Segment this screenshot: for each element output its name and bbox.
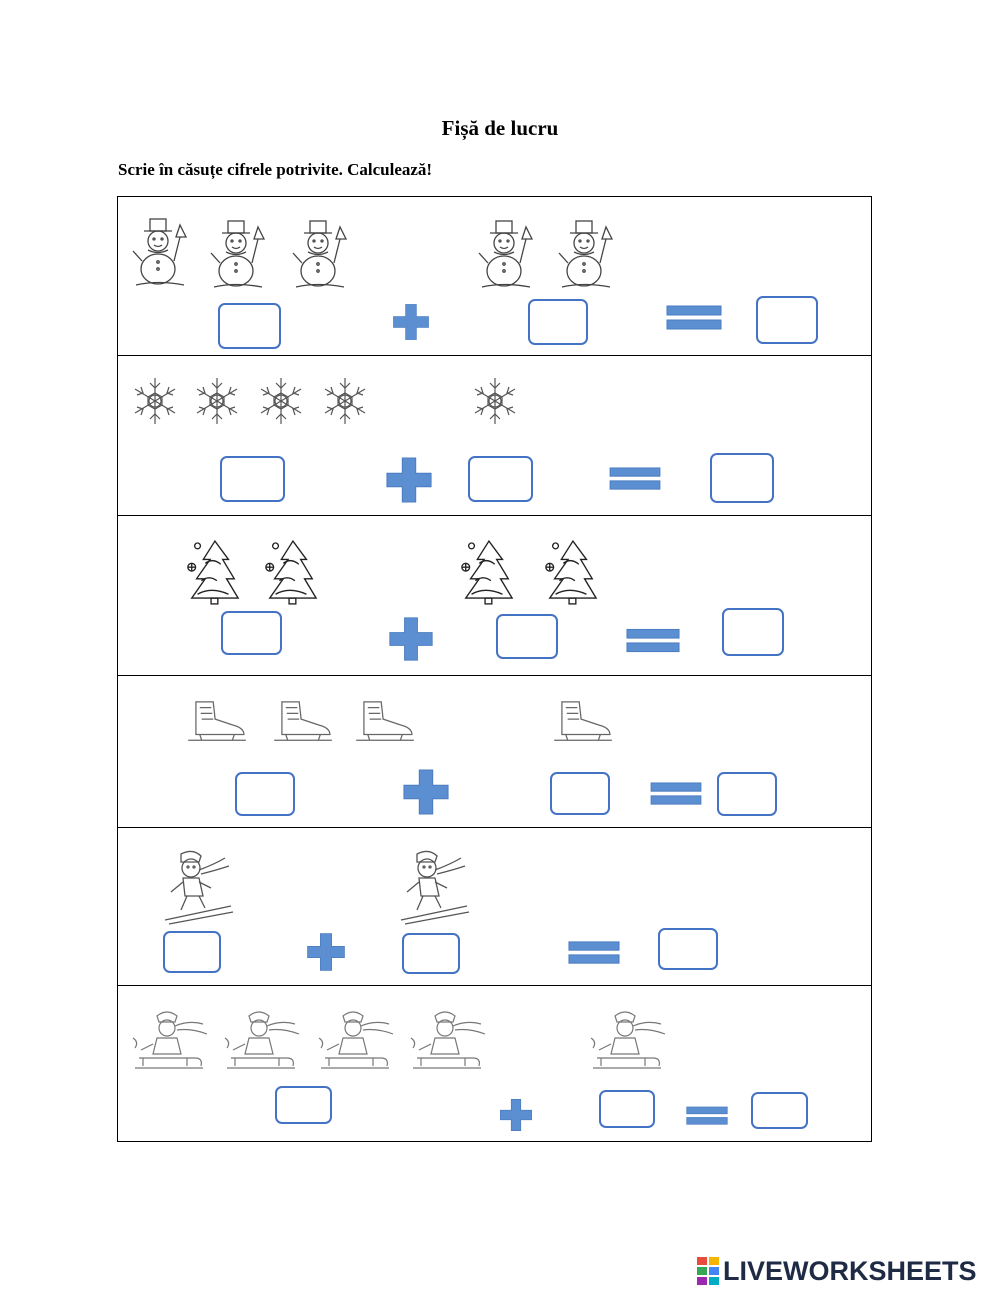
plus-icon bbox=[388, 616, 434, 662]
snowman-icon bbox=[556, 219, 616, 289]
plus-icon bbox=[386, 303, 436, 341]
ice-skate-icon bbox=[352, 698, 420, 746]
instruction-text: Scrie în căsuțe cifrele potrivite. Calculează! bbox=[118, 160, 433, 179]
snowman-icon bbox=[290, 219, 350, 289]
answer-box-first[interactable] bbox=[235, 772, 295, 816]
sled-child-icon bbox=[316, 1008, 398, 1078]
skier-child-icon bbox=[158, 848, 240, 928]
liveworksheets-logo-icon bbox=[697, 1257, 719, 1285]
answer-box-result[interactable] bbox=[751, 1092, 808, 1129]
answer-box-second[interactable] bbox=[599, 1090, 655, 1128]
answer-box-first[interactable] bbox=[163, 931, 221, 973]
snowy-tree-icon bbox=[542, 538, 600, 606]
snowy-tree-icon bbox=[262, 538, 320, 606]
answer-box-second[interactable] bbox=[468, 456, 533, 502]
snowflake-icon bbox=[470, 376, 520, 426]
brand-logo bbox=[697, 1254, 977, 1288]
plus-icon bbox=[304, 932, 348, 972]
snowy-tree-icon bbox=[184, 538, 242, 606]
snowflake-icon bbox=[192, 376, 242, 426]
answer-box-result[interactable] bbox=[717, 772, 777, 816]
sled-child-icon bbox=[222, 1008, 304, 1078]
snowman-icon bbox=[130, 217, 190, 287]
snowman-icon bbox=[208, 219, 268, 289]
ice-skate-icon bbox=[270, 698, 338, 746]
answer-box-first[interactable] bbox=[221, 611, 282, 655]
plus-icon bbox=[498, 1098, 534, 1132]
answer-box-second[interactable] bbox=[528, 299, 588, 345]
snowflake-icon bbox=[320, 376, 370, 426]
exercise-row bbox=[118, 516, 871, 676]
ice-skate-icon bbox=[550, 698, 618, 746]
exercise-row bbox=[118, 356, 871, 516]
answer-box-result[interactable] bbox=[658, 928, 718, 970]
snowflake-icon bbox=[256, 376, 306, 426]
answer-box-result[interactable] bbox=[756, 296, 818, 344]
equals-icon bbox=[666, 305, 722, 331]
answer-box-second[interactable] bbox=[496, 614, 558, 659]
answer-box-first[interactable] bbox=[275, 1086, 332, 1124]
exercise-row bbox=[118, 197, 871, 356]
exercise-grid bbox=[117, 196, 872, 1142]
snowman-icon bbox=[476, 219, 536, 289]
equals-icon bbox=[650, 782, 702, 806]
sled-child-icon bbox=[588, 1008, 670, 1078]
skier-child-icon bbox=[394, 848, 476, 928]
answer-box-result[interactable] bbox=[722, 608, 784, 656]
brand-name: LIVEWORKSHEETS bbox=[723, 1255, 977, 1286]
sled-child-icon bbox=[408, 1008, 490, 1078]
exercise-row bbox=[118, 676, 871, 828]
plus-icon bbox=[384, 456, 434, 504]
snowy-tree-icon bbox=[458, 538, 516, 606]
exercise-row bbox=[118, 986, 871, 1143]
ice-skate-icon bbox=[184, 698, 252, 746]
exercise-row bbox=[118, 828, 871, 986]
equals-icon bbox=[626, 628, 680, 654]
answer-box-first[interactable] bbox=[218, 303, 281, 349]
equals-icon bbox=[686, 1106, 728, 1126]
equals-icon bbox=[608, 467, 662, 491]
answer-box-first[interactable] bbox=[220, 456, 285, 502]
plus-icon bbox=[402, 768, 450, 816]
equals-icon bbox=[568, 940, 620, 966]
answer-box-result[interactable] bbox=[710, 453, 774, 503]
sled-child-icon bbox=[130, 1008, 212, 1078]
snowflake-icon bbox=[130, 376, 180, 426]
page-title: Fișă de lucru bbox=[441, 116, 559, 140]
answer-box-second[interactable] bbox=[402, 933, 460, 974]
answer-box-second[interactable] bbox=[550, 772, 610, 815]
